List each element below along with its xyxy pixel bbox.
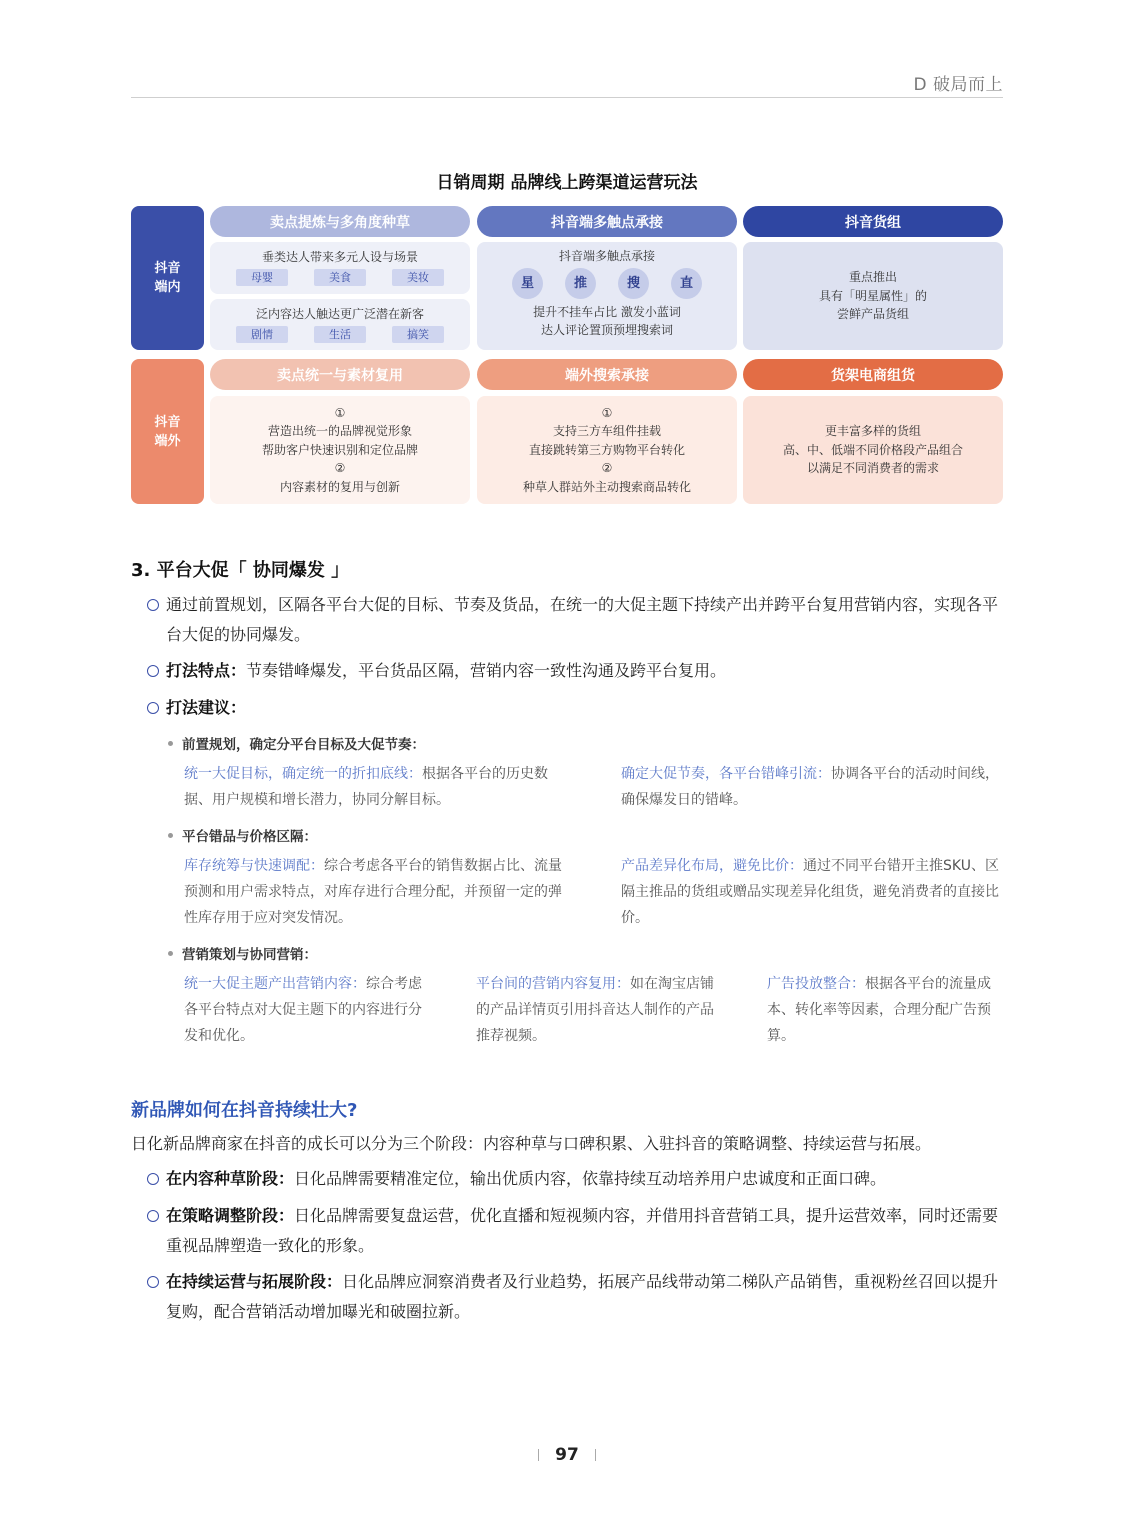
inner-pill-3: 抖音货组 [743,206,1003,237]
inner-pill-2: 抖音端多触点承接 [477,206,737,237]
inner-box-1a: 垂类达人带来多元人设与场景 母婴 美食 美妆 [210,242,470,294]
tag: 美妆 [392,269,444,286]
tag: 搞笑 [392,326,444,343]
bullet-ring-icon [147,599,159,611]
inner-box-2: 抖音端多触点承接 星 推 搜 直 提升不挂车占比 激发小蓝词 达人评论置顶预埋搜索词 [477,242,737,350]
outer-pill-1: 卖点统一与素材复用 [210,359,470,390]
outer-pill-2: 端外搜索承接 [477,359,737,390]
outer-pill-3: 货架电商组货 [743,359,1003,390]
tag: 美食 [314,269,366,286]
sub-heading: 前置规划，确定分平台目标及大促节奏： [168,733,425,753]
note-col-3: 广告投放整合：根据各平台的流量成本、转化率等因素，合理分配广告预算。 [767,976,991,1044]
bullet-item: 打法特点：节奏错峰爆发，平台货品区隔，营销内容一致性沟通及跨平台复用。 [147,656,1005,686]
note-col-1: 统一大促主题产出营销内容：综合考虑各平台特点对大促主题下的内容进行分发和优化。 [184,976,422,1044]
bullet-ring-icon [147,665,159,677]
note-right: 确定大促节奏，各平台错峰引流：协调各平台的活动时间线，确保爆发日的错峰。 [621,766,999,808]
bullet-ring-icon [147,1276,159,1288]
divider [538,1449,539,1461]
sub-heading: 营销策划与协同营销： [168,943,317,963]
note-left: 库存统筹与快速调配：综合考虑各平台的销售数据占比、流量预测和用户需求特点，对库存进行合理分配，并预留一定的弹性库存用于应对突发情况。 [184,858,562,926]
page-number: 97 [0,1445,1134,1465]
note-right: 产品差异化布局，避免比价：通过不同平台错开主推SKU、区隔主推品的货组或赠品实现差异化组货，避免消费者的直接比价。 [621,858,999,926]
outer-box-2: ① 支持三方车组件挂载 直接跳转第三方购物平台转化 ② 种草人群站外主动搜索商品转化 [477,396,737,504]
inner-box-3: 重点推出 具有「明星属性」的 尝鲜产品货组 [743,242,1003,350]
section-label: D 破局而上 [913,75,1003,95]
bullet-dot-icon [168,951,173,956]
bullet-ring-icon [147,1173,159,1185]
tag: 生活 [314,326,366,343]
outer-box-3: 更丰富多样的货组 高、中、低端不同价格段产品组合 以满足不同消费者的需求 [743,396,1003,504]
bullet-dot-icon [168,833,173,838]
tag: 母婴 [236,269,288,286]
bullet-item: 打法建议： [147,693,1005,723]
search-circle: 搜 [618,268,649,299]
bullet-ring-icon [147,702,159,714]
inner-box-1b: 泛内容达人触达更广泛潜在新客 剧情 生活 搞笑 [210,299,470,350]
bullet-item: 在内容种草阶段：日化品牌需要精准定位，输出优质内容，依靠持续互动培养用户忠诚度和正面口碑。 [147,1164,1005,1194]
bullet-dot-icon [168,741,173,746]
outer-label: 抖音 端外 [131,359,204,504]
diagram-title: 日销周期 品牌线上跨渠道运营玩法 [436,173,698,193]
tag: 剧情 [236,326,288,343]
recommend-circle: 推 [565,268,596,299]
divider [595,1449,596,1461]
sub-heading: 平台错品与价格区隔： [168,825,317,845]
inner-label: 抖音 端内 [131,206,204,350]
bullet-ring-icon [147,1210,159,1222]
bullet-item: 通过前置规划，区隔各平台大促的目标、节奏及货品，在统一的大促主题下持续产出并跨平台复用营销内容，实现各平台大促的协同爆发。 [147,590,1005,650]
outer-box-1: ① 营造出统一的品牌视觉形象 帮助客户快速识别和定位品牌 ② 内容素材的复用与创新 [210,396,470,504]
header-divider [131,97,1003,98]
bullet-item: 在持续运营与拓展阶段：日化品牌应洞察消费者及行业趋势，拓展产品线带动第二梯队产品销售，重视粉丝召回以提升复购，配合营销活动增加曝光和破圈拉新。 [147,1267,1005,1327]
note-left: 统一大促目标，确定统一的折扣底线：根据各平台的历史数据、用户规模和增长潜力，协同分解目标。 [184,766,548,808]
live-circle: 直 [671,268,702,299]
bullet-item: 在策略调整阶段：日化品牌需要复盘运营，优化直播和短视频内容，并借用抖音营销工具，提升运营效率，同时还需要重视品牌塑造一致化的形象。 [147,1201,1005,1261]
section-title: 3. 平台大促「 协同爆发 」 [131,560,350,581]
note-col-2: 平台间的营销内容复用：如在淘宝店铺的产品详情页引用抖音达人制作的产品推荐视频。 [476,976,714,1044]
star-circle: 星 [512,268,543,299]
new-brand-intro: 日化新品牌商家在抖音的成长可以分为三个阶段：内容种草与口碑积累、入驻抖音的策略调整、持续运营与拓展。 [131,1134,932,1153]
inner-pill-1: 卖点提炼与多角度种草 [210,206,470,237]
new-brand-heading: 新品牌如何在抖音持续壮大? [131,1100,358,1121]
